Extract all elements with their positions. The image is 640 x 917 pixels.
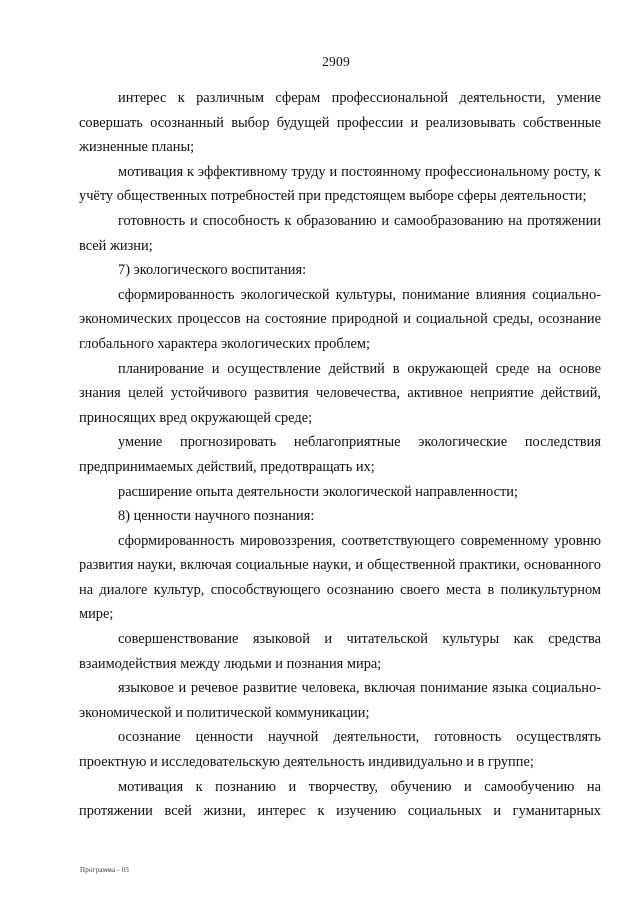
paragraph: мотивация к познанию и творчеству, обучению и самообучению на протяжении всей жизни, интерес к изучению социальных и гуманитарных bbox=[79, 778, 601, 820]
paragraph: совершенствование языковой и читательской культуры как средства взаимодействия между людьми и познания мира; bbox=[79, 631, 601, 672]
paragraph: языковое и речевое развитие человека, включая понимание языка социально-экономической и политической коммуникации; bbox=[79, 680, 601, 721]
paragraph: сформированность мировоззрения, соответствующего современному уровню развития науки, включая социальные науки, и общественной практики, основанного на диалоге культур, способствующего осознанию своего места в поликультурном мире; bbox=[79, 532, 601, 623]
footer-program-label: Программа - 03 bbox=[80, 866, 130, 874]
paragraph: умение прогнозировать неблагоприятные экологические последствия предпринимаемых действий, предотвращать их; bbox=[79, 434, 601, 475]
paragraph: планирование и осуществление действий в окружающей среде на основе знания целей устойчивого развития человечества, активное неприятие действий, приносящих вред окружающей среде; bbox=[79, 360, 601, 426]
section-heading-ecological: 7) экологического воспитания: bbox=[118, 262, 307, 279]
paragraph: интерес к различным сферам профессиональной деятельности, умение совершать осознанный выбор будущей профессии и реализовывать собственные жизненные планы; bbox=[79, 90, 601, 156]
paragraph: мотивация к эффективному труду и постоянному профессиональному росту, к учёту общественных потребностей при предстоящем выборе сферы деятельности; bbox=[79, 163, 601, 205]
paragraph: готовность и способность к образованию и самообразованию на протяжении всей жизни; bbox=[79, 212, 601, 254]
page-number: 2909 bbox=[322, 54, 350, 69]
body-text bbox=[79, 86, 601, 824]
section-heading-science: 8) ценности научного познания: bbox=[118, 508, 315, 525]
paragraph: сформированность экологической культуры, понимание влияния социально-экономических процессов на состояние природной и социальной среды, осознание глобального характера экологических проблем; bbox=[79, 286, 601, 352]
paragraph: расширение опыта деятельности экологической направленности; bbox=[118, 483, 518, 500]
paragraph: осознание ценности научной деятельности, готовность осуществлять проектную и исследовательскую деятельность индивидуально и в группе; bbox=[79, 729, 601, 771]
